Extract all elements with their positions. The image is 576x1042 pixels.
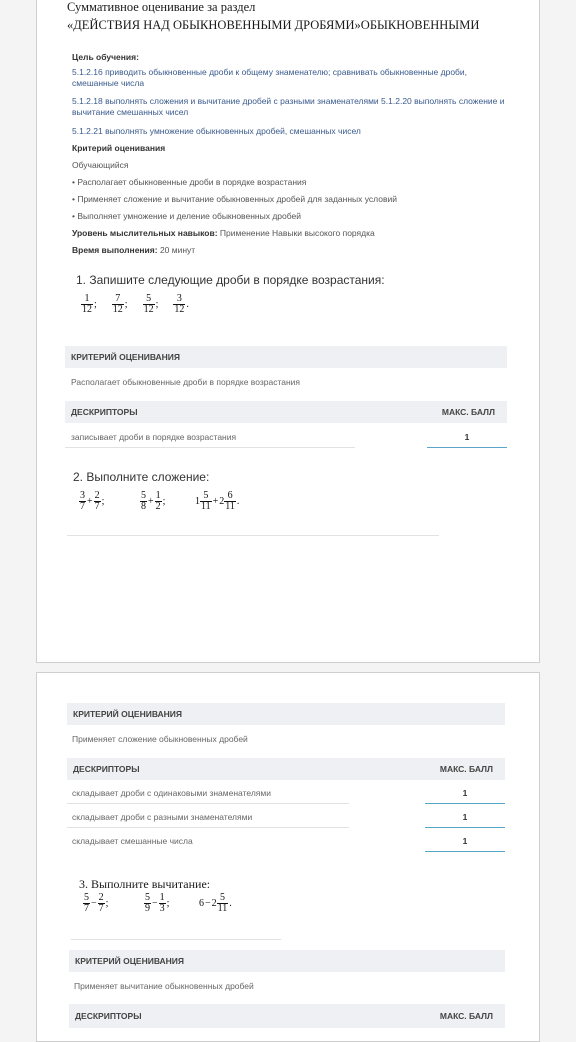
descriptor-text: записывает дроби в порядке возрастания [71, 432, 237, 442]
end-mark: . [186, 299, 189, 310]
fraction: $\frac{5}{11}$ [201, 490, 211, 512]
separator: ; [155, 299, 159, 310]
descriptor-score: 1 [425, 812, 505, 828]
fraction: $\frac{2}{7}$ [94, 490, 100, 512]
descriptors-header-band [67, 758, 505, 780]
criteria-header-band [67, 703, 505, 725]
separator: ; [124, 299, 128, 310]
fraction: $\frac{1}{2}$ [155, 490, 161, 512]
goal-item: 5.1.2.16 приводить обыкновенные дроби к общему знаменателю; сравнивать обыкновенные дроби, смешанные числа [72, 67, 468, 88]
operator: + [148, 496, 154, 507]
end-mark: ; [166, 898, 170, 909]
row-divider [67, 803, 349, 804]
descriptors-header: ДЕСКРИПТОРЫ [75, 1011, 142, 1021]
document-title-line-2: «ДЕЙСТВИЯ НАД ОБЫКНОВЕННЫМИ ДРОБЯМИ»ОБЫКНОВЕННЫМИ [67, 18, 480, 32]
answer-line [67, 535, 439, 536]
descriptors-header: ДЕСКРИПТОРЫ [71, 407, 138, 417]
task-3-expression-3 [199, 893, 233, 914]
criteria-header: КРИТЕРИЙ ОЦЕНИВАНИЯ [75, 956, 185, 966]
task-3-title: 3. Выполните вычитание: [79, 877, 211, 891]
descriptors-header-band [65, 401, 507, 423]
operator: − [91, 898, 97, 909]
fraction: $\frac{1}{12}$ [82, 293, 92, 315]
fraction: $\frac{5}{7}$ [84, 892, 89, 914]
task-1-fractions [81, 294, 190, 315]
thinking-value: Применение Навыки высокого порядка [219, 228, 375, 238]
end-mark: ; [105, 898, 109, 909]
whole-part: 2 [211, 898, 217, 909]
max-score-header: МАКС. БАЛЛ [439, 764, 493, 774]
whole-part: 6 [199, 898, 204, 909]
thinking-label: Уровень мыслительных навыков: [72, 228, 218, 238]
whole-part: 2 [219, 496, 225, 507]
fraction: $\frac{3}{7}$ [80, 490, 85, 512]
execution-time [72, 245, 195, 256]
worksheet-page-1 [36, 0, 540, 663]
fraction: $\frac{3}{12}$ [174, 293, 185, 315]
task-3-expression-1 [83, 893, 109, 914]
goal-item: 5.1.2.21 выполнять умножение обыкновенных дробей, смешанных чисел [72, 126, 361, 136]
thinking-skills [72, 228, 375, 239]
fraction: $\frac{1}{3}$ [159, 892, 165, 914]
end-mark: . [236, 496, 240, 507]
task-2-expression-1 [79, 491, 105, 512]
operator: − [205, 898, 211, 909]
descriptor-score: 1 [427, 432, 507, 448]
max-score-header: МАКС. БАЛЛ [439, 1011, 493, 1021]
document-title-line-1: Суммативное оценивание за раздел [67, 0, 256, 14]
criteria-student: Обучающийся [72, 160, 129, 170]
criteria-item: • Располагает обыкновенные дроби в порядке возрастания [72, 177, 307, 187]
task-2-expression-3 [195, 491, 240, 512]
operator: − [152, 898, 158, 909]
fraction: $\frac{5}{12}$ [143, 293, 154, 315]
time-value: 20 минут [159, 245, 196, 255]
fraction: $\frac{5}{9}$ [145, 892, 150, 914]
criteria-label: Критерий оценивания [72, 143, 166, 153]
end-mark: ; [101, 496, 105, 507]
task-2-expression-2 [140, 491, 166, 512]
task-1-title: 1. Запишите следующие дроби в порядке возрастания: [76, 273, 385, 287]
goal-item: 5.1.2.18 выполнять сложения и вычитание дробей с разными знаменателями 5.1.2.20 выполнять сложение и вычитание смешанных чисел [72, 96, 505, 117]
answer-line [71, 939, 281, 940]
descriptor-text: складывает смешанные числа [72, 836, 193, 846]
task-2-title: 2. Выполните сложение: [73, 470, 210, 484]
criteria-item: • Применяет сложение и вычитание обыкновенных дробей для заданных условий [72, 194, 397, 204]
whole-part: 1 [195, 496, 200, 507]
fraction: $\frac{7}{12}$ [112, 293, 123, 315]
criteria-text: Применяет вычитание обыкновенных дробей [74, 981, 254, 991]
descriptor-text: складывает дроби с одинаковыми знаменателями [72, 788, 271, 798]
criteria-item: • Выполняет умножение и деление обыкновенных дробей [72, 211, 301, 221]
max-score-header: МАКС. БАЛЛ [441, 407, 495, 417]
criteria-text: Применяет сложение обыкновенных дробей [72, 734, 248, 744]
row-divider [65, 447, 355, 448]
operator: + [87, 496, 93, 507]
goals-label: Цель обучения: [72, 52, 139, 62]
operator: + [212, 496, 219, 507]
end-mark: . [229, 898, 232, 909]
task-3-expression-2 [144, 893, 170, 914]
criteria-header: КРИТЕРИЙ ОЦЕНИВАНИЯ [73, 709, 183, 719]
separator: ; [94, 299, 97, 310]
time-label: Время выполнения: [72, 245, 158, 255]
descriptor-text: складывает дроби с разными знаменателями [72, 812, 253, 822]
fraction: $\frac{5}{8}$ [141, 490, 146, 512]
end-mark: ; [162, 496, 166, 507]
descriptor-score: 1 [425, 836, 505, 852]
fraction: $\frac{5}{11}$ [217, 892, 228, 914]
criteria-header: КРИТЕРИЙ ОЦЕНИВАНИЯ [71, 352, 181, 362]
descriptors-header: ДЕСКРИПТОРЫ [73, 764, 140, 774]
fraction: $\frac{2}{7}$ [98, 892, 104, 914]
criteria-text: Располагает обыкновенные дроби в порядке возрастания [71, 377, 301, 387]
criteria-header-band [69, 950, 505, 972]
descriptors-header-band [69, 1004, 505, 1028]
criteria-header-band [65, 346, 507, 368]
descriptor-score: 1 [425, 788, 505, 804]
fraction: $\frac{6}{11}$ [225, 490, 235, 512]
worksheet-page-2 [36, 672, 540, 1042]
row-divider [67, 827, 349, 828]
